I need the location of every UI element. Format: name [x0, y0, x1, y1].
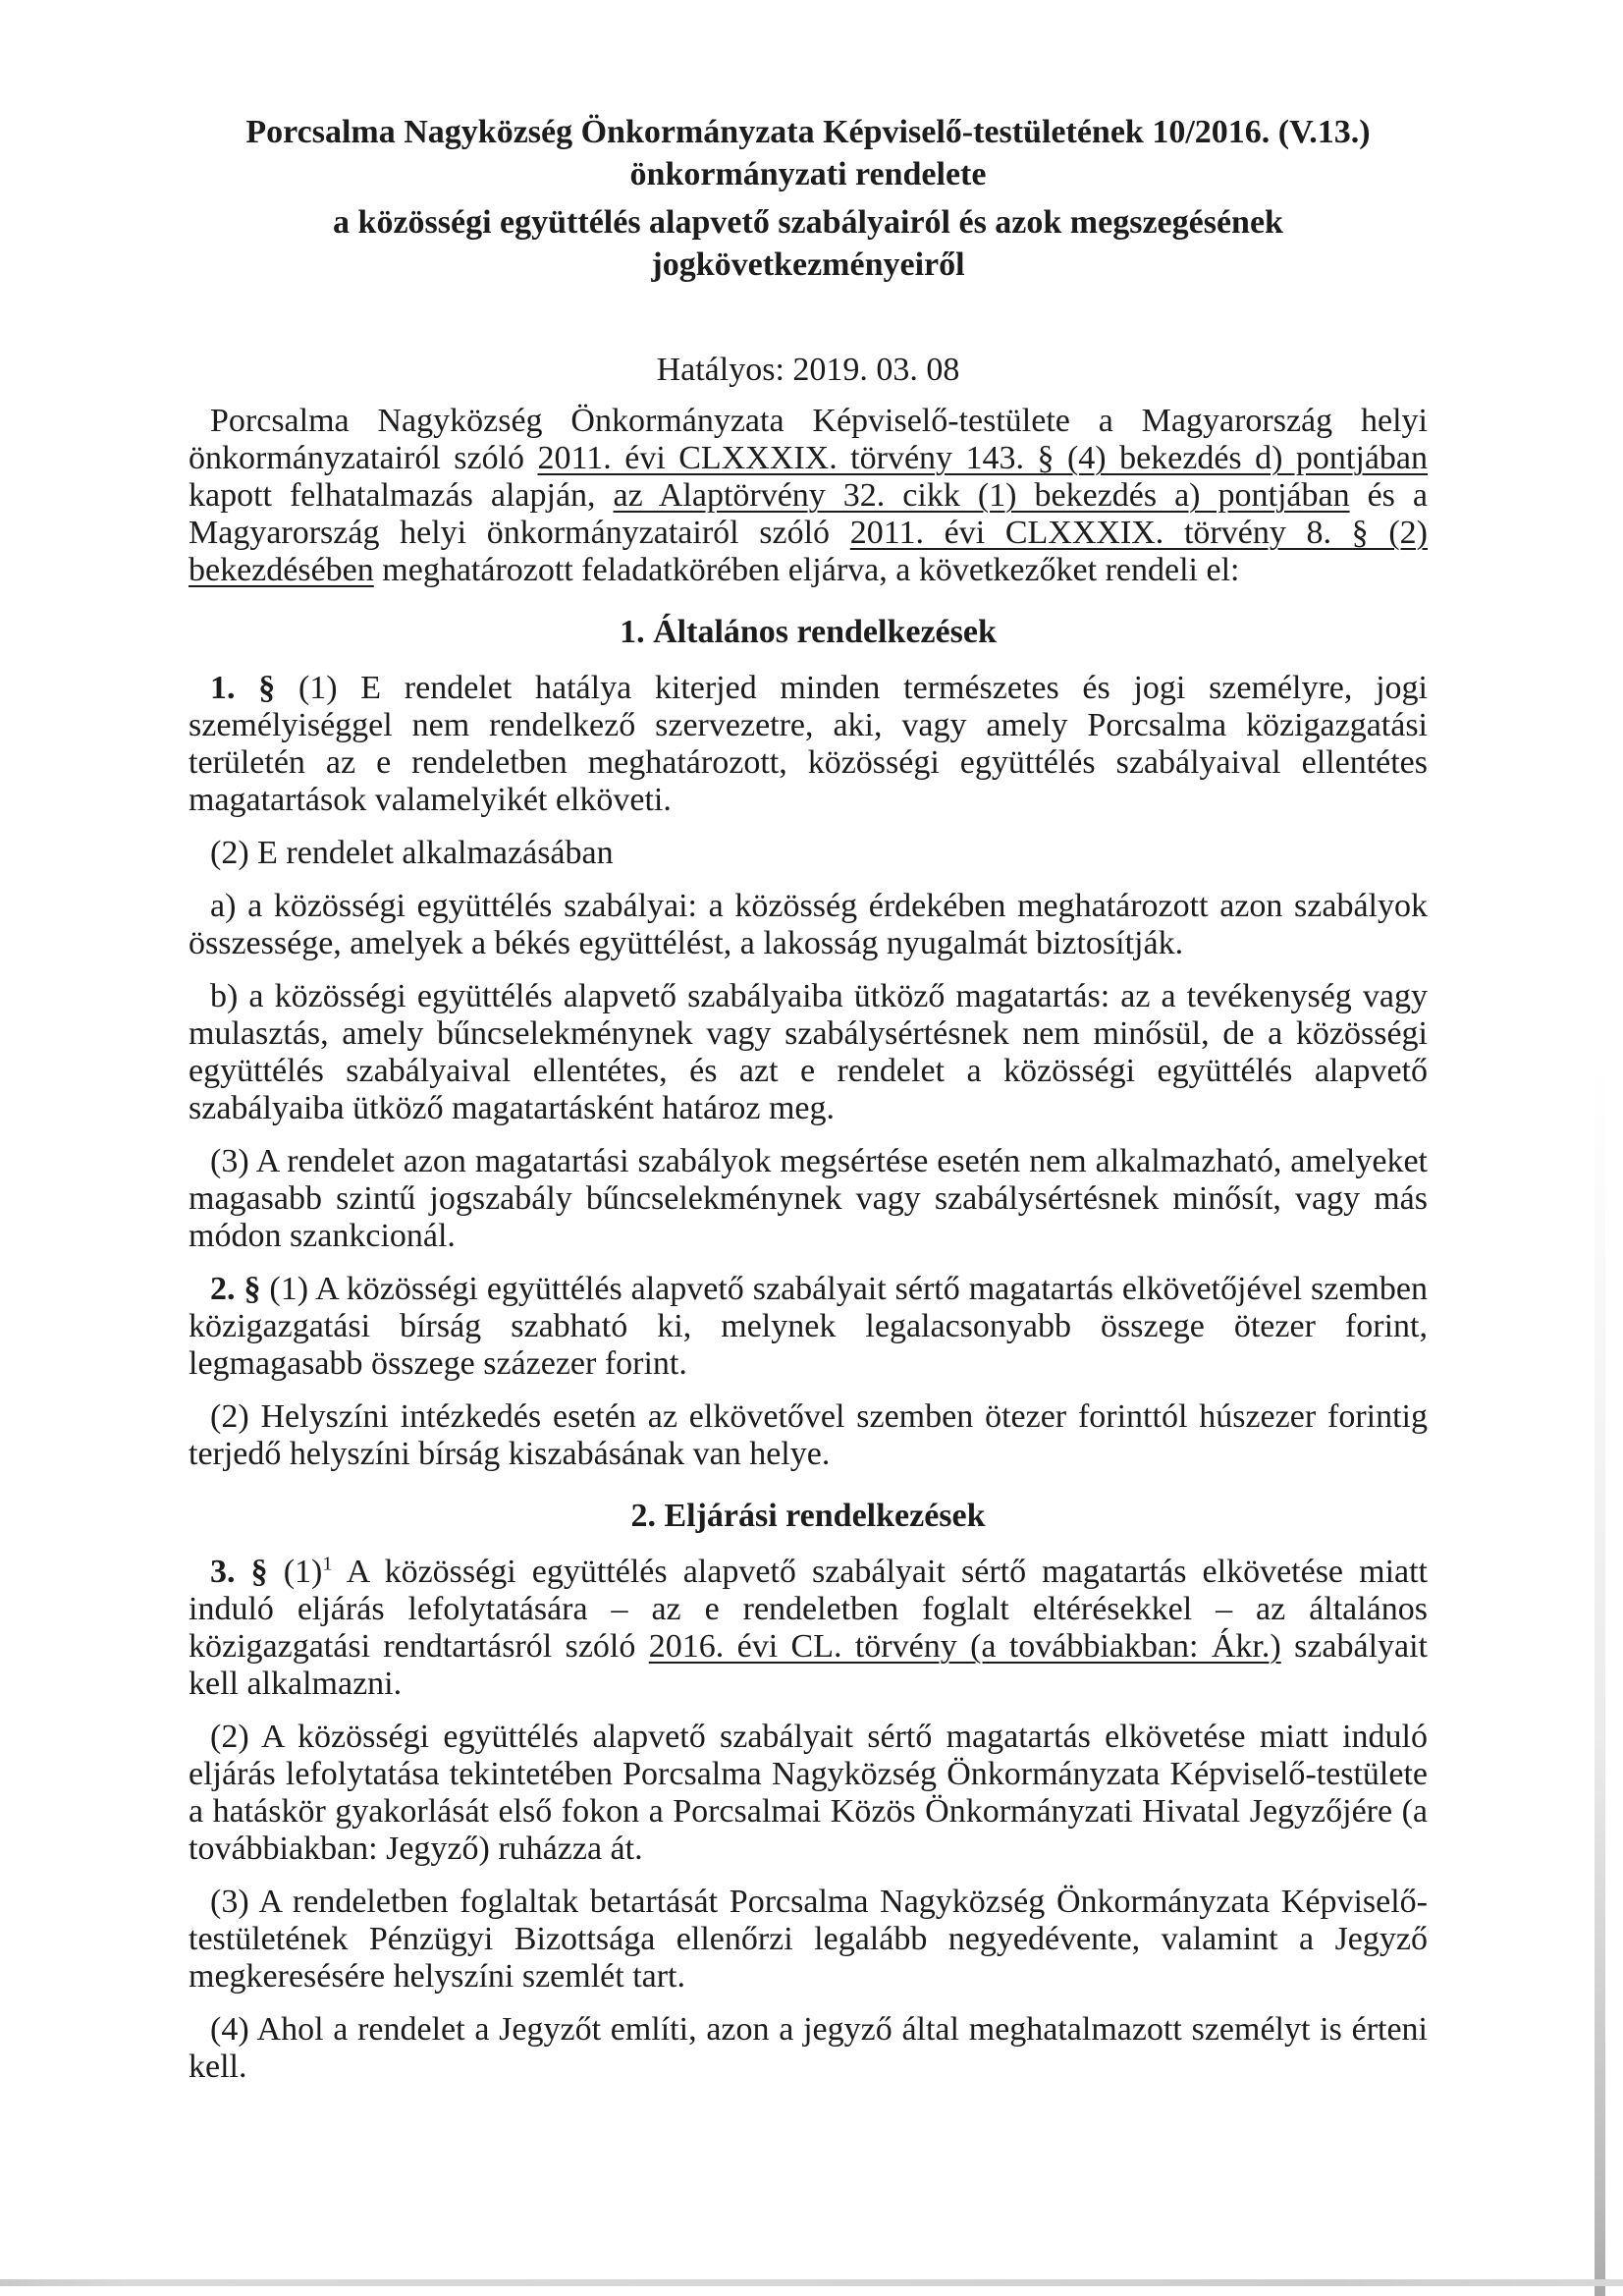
legal-reference: 2011. évi CLXXXIX. törvény 8. § (2) bekezdésében [189, 515, 1428, 588]
text-segment: 2. § [210, 1271, 270, 1307]
text-segment: kapott felhatalmazás alapján, [189, 477, 614, 514]
text-segment: b) a közösségi együttélés alapvető szabályaiba ütköző magatartás: az a tevékenység vagy mulasztás, amely bűncselekménynek vagy szabálysértésnek nem minősül, de a közösségi együttélés szabályaival ellentétes, és azt e rendelet a közösségi együttélés alapvető szabályaiba ütköző magatartásként határoz meg. [189, 978, 1428, 1126]
text-segment: meghatározott feladatkörében eljárva, a következőket rendeli el: [373, 552, 1240, 588]
regulation-paragraph [189, 888, 1428, 962]
regulation-paragraph [189, 978, 1428, 1127]
document-body [189, 613, 1428, 2086]
text-segment: és a Magyarország helyi önkormányzatairól szóló [189, 477, 1428, 551]
text-segment: (2) A közösségi együttélés alapvető szabályait sértő magatartás elkövetése miatt induló eljárás lefolytatása tekintetében Porcsalma Nagyközség Önkormányzata Képviselő-testülete a hatáskör gyakorlását első fokon a Porcsalmai Közös Önkormányzati Hivatal Jegyzőjére (a továbbiakban: Jegyző) ruházza át. [189, 1719, 1428, 1867]
regulation-paragraph [189, 670, 1428, 819]
regulation-paragraph [189, 835, 1428, 872]
footnote-marker: 1 [322, 1553, 333, 1575]
text-segment: (1) E rendelet hatálya kiterjed minden természetes és jogi személyre, jogi személyiséggel nem rendelkező szervezetre, aki, vagy amely Porcsalma közigazgatási területén az e rendeletben meghatározott, közösségi együttélés szabályaival ellentétes magatartások valamelyikét elköveti. [189, 670, 1428, 818]
text-segment: (3) A rendelet azon magatartási szabályok megsértése esetén nem alkalmazható, amelyeket magasabb szintű jogszabály bűncselekménynek vagy szabálysértésnek minősít, vagy más módon szankcionál. [189, 1143, 1428, 1254]
text-segment: 3. § [210, 1554, 284, 1590]
text-segment: (3) A rendeletben foglaltak betartását Porcsalma Nagyközség Önkormányzata Képviselő-testületének Pénzügyi Bizottsága ellenőrzi legalább negyedévente, valamint a Jegyző megkeresésére helyszíni szemlét tart. [189, 1884, 1428, 1995]
text-line: jogkövetkezményeiről [651, 246, 965, 283]
section-heading: 1. Általános rendelkezések [620, 614, 997, 650]
regulation-paragraph [189, 1884, 1428, 1995]
text-segment: (2) E rendelet alkalmazásában [210, 835, 614, 871]
text-segment: A közösségi együttélés alapvető szabályait sértő magatartás elkövetése miatt induló eljárás lefolytatására – az e rendeletben foglalt eltérésekkel – az általános közigazgatási rendtartásról szóló [189, 1554, 1429, 1665]
text-segment: (2) Helyszíni intézkedés esetén az elkövetővel szemben ötezer forinttól húszezer forintig terjedő helyszíni bírság kiszabásának van helye. [189, 1398, 1428, 1472]
regulation-paragraph [189, 1554, 1428, 1703]
legal-reference: 2011. évi CLXXXIX. törvény 143. § (4) bekezdés d) pontjában [537, 440, 1429, 476]
text-line: önkormányzati rendelete [629, 156, 987, 192]
text-segment: (4) Ahol a rendelet a Jegyzőt említi, azon a jegyző által meghatalmazott személyt is érteni kell. [189, 2011, 1428, 2085]
document-subtitle [189, 201, 1428, 286]
regulation-paragraph [189, 1271, 1428, 1383]
regulation-paragraph [189, 1398, 1428, 1473]
document-content [189, 0, 1428, 2086]
legal-reference: 2016. évi CL. törvény (a továbbiakban: Ákr.) [648, 1628, 1281, 1665]
text-line: a közösségi együttélés alapvető szabályairól és azok megszegésének [333, 204, 1283, 241]
text-segment: (1) [283, 1554, 323, 1590]
scan-artifact-right-edge [1595, 1061, 1605, 2296]
text-segment: szabályait kell alkalmazni. [189, 1628, 1428, 1702]
text-segment: a) a közösségi együttélés szabályai: a közösség érdekében meghatározott azon szabályok összessége, amelyek a békés együttélést, a lakosság nyugalmát biztosítják. [189, 888, 1428, 961]
document-title [189, 111, 1428, 195]
regulation-paragraph [189, 2011, 1428, 2086]
regulation-paragraph [189, 1719, 1428, 1868]
text-segment: (1) A közösségi együttélés alapvető szabályait sértő magatartás elkövetőjével szemben közigazgatási bírság szabható ki, melynek legalacsonyabb összege ötezer forint, legmagasabb összege százezer forint. [189, 1271, 1428, 1382]
text-segment: Porcsalma Nagyközség Önkormányzata Képviselő-testülete a Magyarország helyi önkormányzatairól szóló [189, 403, 1428, 476]
legal-reference: az Alaptörvény 32. cikk (1) bekezdés a) pontjában [613, 477, 1350, 514]
text-segment: 1. § [210, 670, 298, 706]
effective-date: Hatályos: 2019. 03. 08 [656, 352, 960, 388]
scan-artifact-bottom-edge [0, 2279, 1623, 2286]
regulation-paragraph [189, 1143, 1428, 1255]
section-heading: 2. Eljárási rendelkezések [630, 1498, 986, 1534]
text-line: Porcsalma Nagyközség Önkormányzata Képviselő-testületének 10/2016. (V.13.) [245, 114, 1371, 150]
preamble-paragraph [189, 403, 1428, 589]
